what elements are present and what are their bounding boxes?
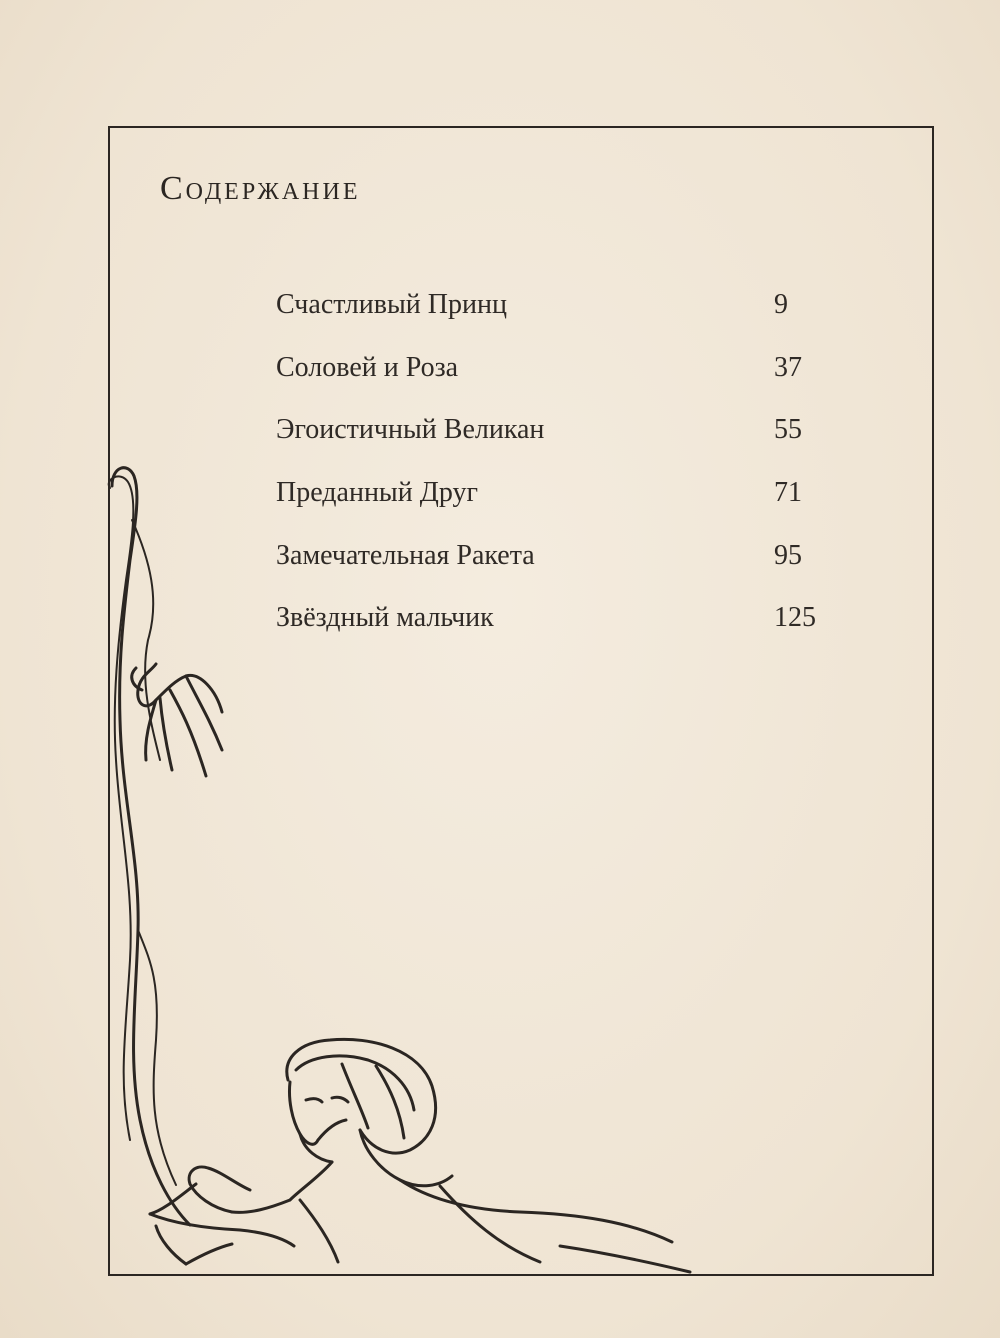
toc-entry[interactable] — [276, 535, 836, 598]
table-of-contents — [276, 284, 836, 660]
toc-entry-title: Звёздный мальчик — [276, 602, 494, 634]
toc-entry-page: 71 — [774, 477, 802, 509]
page-title: Содержание — [160, 170, 361, 207]
toc-entry-title: Счастливый Принц — [276, 289, 507, 320]
toc-entry-title: Соловей и Роза — [276, 351, 459, 383]
toc-entry-title: Эгоистичный Великан — [276, 414, 545, 446]
toc-entry-page: 55 — [774, 414, 802, 446]
toc-entry[interactable] — [276, 472, 836, 535]
toc-entry-page: 95 — [774, 539, 802, 571]
toc-entry-page: 37 — [774, 351, 802, 383]
toc-entry-title: Преданный Друг — [276, 477, 478, 509]
toc-entry[interactable] — [276, 409, 836, 472]
toc-entry-title: Замечательная Ракета — [276, 539, 535, 571]
toc-entry-page: 9 — [774, 289, 788, 320]
toc-entry[interactable] — [276, 347, 836, 410]
toc-entry[interactable] — [276, 597, 836, 660]
toc-entry[interactable] — [276, 284, 836, 347]
toc-entry-page: 125 — [774, 602, 816, 634]
